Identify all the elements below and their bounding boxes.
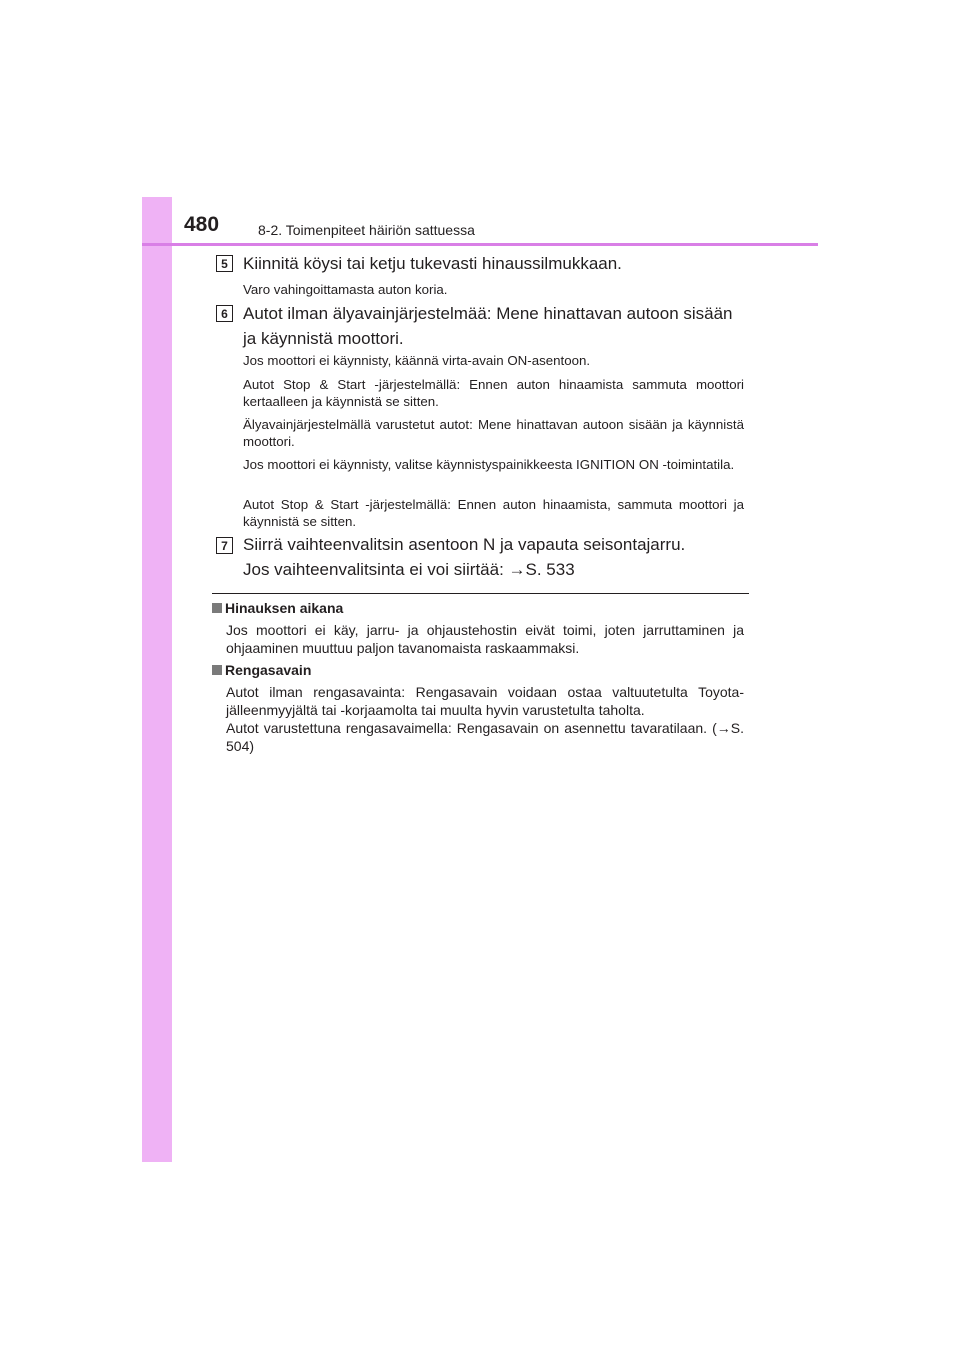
section-heading-hinauksen-aikana [212,600,343,616]
step-6-note-4: Jos moottori ei käynnisty, valitse käynnistyspainikkeesta IGNITION ON -toimintatila. [243,457,735,472]
section-paragraph: Autot ilman rengasavainta: Rengasavain voidaan ostaa valtuutetulta Toyota-jälleenmyyjältä tai -korjaamolta tai muulta hyvin varustetulta taholta. [226,684,744,718]
section-divider [212,593,749,594]
step-number-5: 5 [216,255,233,272]
step-number-6: 6 [216,305,233,322]
step-6-note-3: Älyavainjärjestelmällä varustetut autot: Mene hinattavan autoon sisään ja käynnistä moottori. [243,417,744,449]
step-5-note: Varo vahingoittamasta auton koria. [243,282,448,297]
step-7-title [243,532,748,582]
square-bullet-icon [212,603,222,613]
step-number-7: 7 [216,537,233,554]
section-heading-rengasavain [212,662,311,678]
side-color-bar [142,197,172,1162]
step-7-title-line-1: Siirrä vaihteenvalitsin asentoon N ja vapauta seisontajarru. [243,535,686,554]
step-6-note-5: Autot Stop & Start -järjestelmällä: Ennen auton hinaamista, sammuta moottori ja käynnistä se sitten. [243,497,744,529]
section-heading-text: Rengasavain [225,662,312,678]
step-5-title: Kiinnitä köysi tai ketju tukevasti hinaussilmukkaan. [243,254,622,273]
section-body-rengasavain [226,683,744,755]
step-6-note-2: Autot Stop & Start -järjestelmällä: Ennen auton hinaamista sammuta moottori kertaalleen ja käynnistä se sitten. [243,377,744,409]
section-heading-text: Hinauksen aikana [225,600,344,616]
square-bullet-icon [212,665,222,675]
section-paragraph: Jos moottori ei käy, jarru- ja ohjaustehostin eivät toimi, joten jarruttaminen ja ohjaaminen muuttuu paljon tavanomaista raskaammaksi. [226,622,744,656]
chapter-title: 8-2. Toimenpiteet häiriön sattuessa [258,222,475,238]
section-paragraph: Autot varustettuna rengasavaimella: Rengasavain on asennettu tavaratilaan. (→S. 504) [226,720,744,754]
step-6-note-1: Jos moottori ei käynnisty, käännä virta-avain ON-asentoon. [243,353,591,368]
step-7-title-line-2: Jos vaihteenvalitsinta ei voi siirtää: →S. 533 [243,560,575,579]
section-body-hinauksen-aikana [226,621,744,657]
header-rule [142,243,818,246]
step-6-title: Autot ilman älyavainjärjestelmää: Mene hinattavan autoon sisään ja käynnistä moottori. [243,304,733,348]
page-number: 480 [184,213,220,236]
